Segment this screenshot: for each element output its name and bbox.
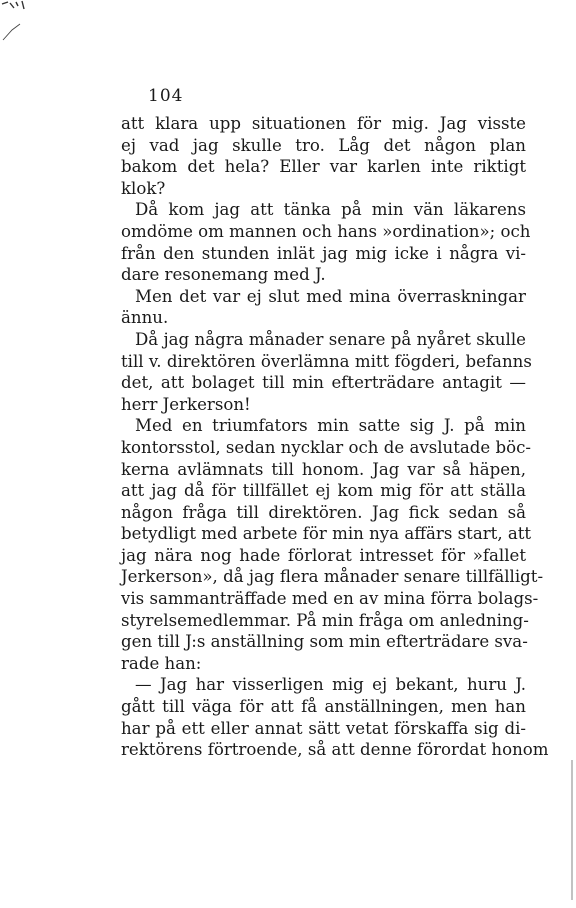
- body-text: [121, 113, 549, 761]
- text-line: bakom det hela? Eller var karlen inte riktigt: [121, 157, 526, 177]
- text-line: det, att bolaget till min efterträdare antagit —: [121, 373, 526, 393]
- text-line: — Jag har visserligen mig ej bekant, huru J.: [135, 675, 526, 695]
- text-line: gen till J:s anställning som min efterträdare sva-: [121, 632, 528, 652]
- text-line: kontorsstol, sedan nycklar och de avslutade böc-: [121, 437, 532, 457]
- text-line: Då jag några månader senare på nyåret skulle: [135, 329, 526, 349]
- text-line: vis sammanträffade med en av mina förra bolags-: [121, 589, 539, 609]
- text-line: rektörens förtroende, så att denne förordat honom: [121, 740, 549, 760]
- text-line: ännu.: [121, 308, 169, 328]
- text-line: Jerkerson», då jag flera månader senare tillfälligt-: [121, 567, 544, 587]
- page-edge-shadow: [570, 760, 574, 900]
- text-line: styrelsemedlemmar. På min fråga om anledning-: [121, 610, 529, 630]
- text-line: betydligt med arbete för min nya affärs start, att: [121, 524, 532, 544]
- text-line: har på ett eller annat sätt vetat förskaffa sig di-: [121, 718, 526, 738]
- text-line: kerna avlämnats till honom. Jag var så häpen,: [121, 459, 526, 479]
- text-line: från den stunden inlät jag mig icke i några vi-: [121, 243, 526, 263]
- text-line: dare resonemang med J.: [121, 265, 326, 285]
- page-number: 104: [148, 86, 184, 106]
- text-line: klok?: [121, 178, 166, 198]
- text-line: Men det var ej slut med mina överraskningar: [135, 286, 526, 306]
- text-line: att klara upp situationen för mig. Jag visste: [121, 114, 526, 133]
- text-line: rade han:: [121, 653, 202, 673]
- text-line: jag nära nog hade förlorat intresset för »fallet: [121, 545, 526, 565]
- text-line: att jag då för tillfället ej kom mig för att ställa: [121, 481, 526, 501]
- text-line: ej vad jag skulle tro. Låg det någon plan: [121, 135, 526, 155]
- text-line: Med en triumfators min satte sig J. på min: [135, 416, 526, 436]
- text-line: till v. direktören överlämna mitt fögderi, befanns: [121, 351, 532, 371]
- ink-smudge-mark: [0, 0, 30, 50]
- text-line: någon fråga till direktören. Jag fick sedan så: [121, 502, 526, 522]
- text-line: Då kom jag att tänka på min vän läkarens: [135, 200, 526, 220]
- text-line: omdöme om mannen och hans »ordination»; och: [121, 221, 531, 241]
- text-line: herr Jerkerson!: [121, 394, 251, 414]
- text-line: gått till väga för att få anställningen, men han: [121, 697, 526, 717]
